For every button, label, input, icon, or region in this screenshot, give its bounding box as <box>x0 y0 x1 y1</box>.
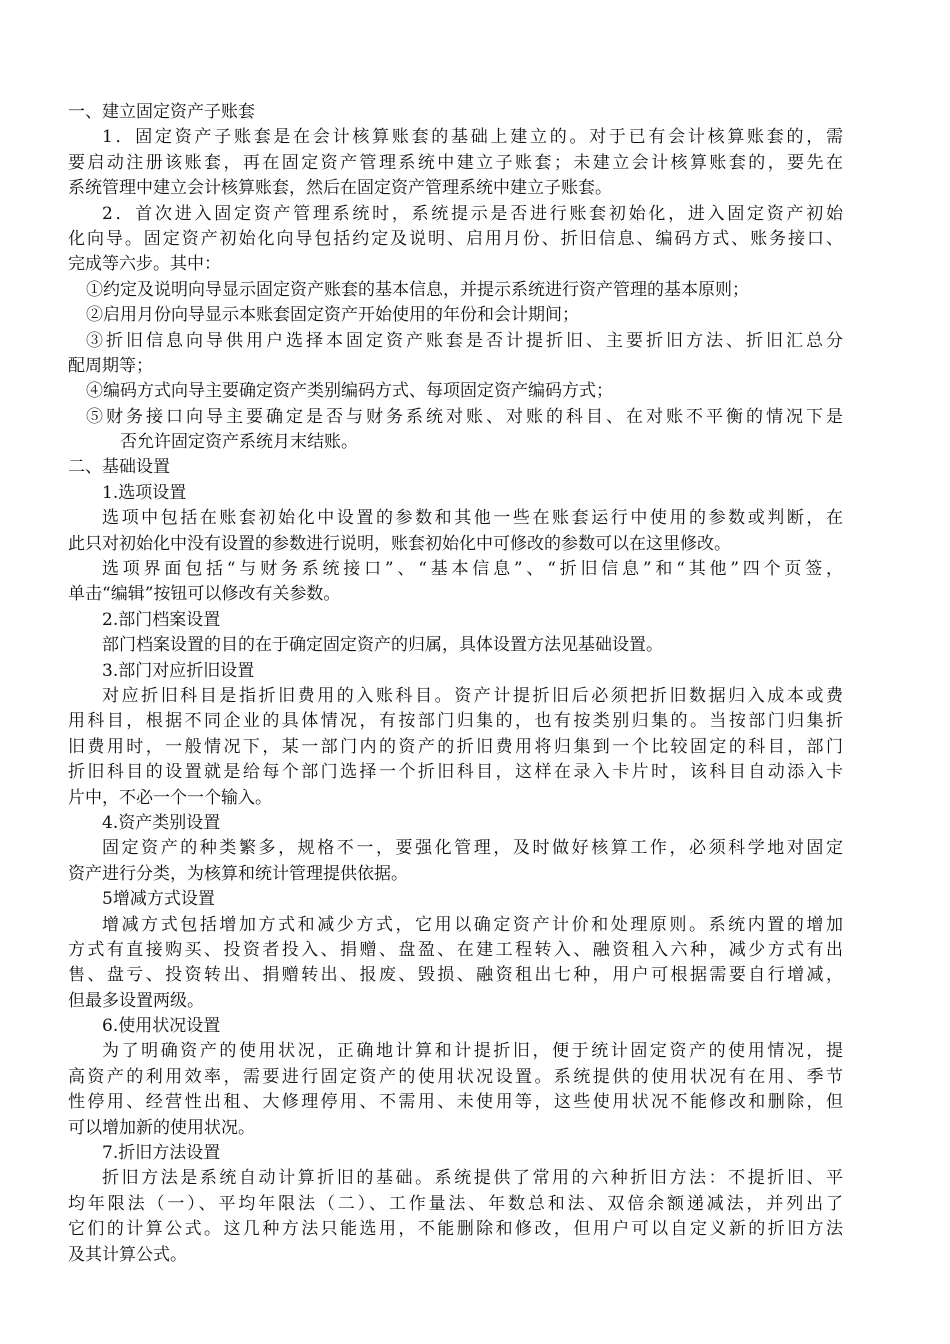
list-item: ⑤财务接口向导主要确定是否与财务系统对账、对账的科目、在对账不平衡的情况下是 <box>86 406 843 427</box>
paragraph-line: 增减方式包括增加方式和减少方式，它用以确定资产计价和处理原则。系统内置的增加 <box>102 914 843 935</box>
paragraph-line: 售、盘亏、投资转出、捐赠转出、报废、毁损、融资租出七种，用户可根据需要自行增减， <box>68 965 843 986</box>
section-heading: 一、建立固定资产子账套 <box>68 102 255 122</box>
paragraph-line: 及其计算公式。 <box>68 1244 187 1265</box>
paragraph-line: 选项中包括在账套初始化中设置的参数和其他一些在账套运行中使用的参数或判断，在 <box>102 508 843 529</box>
sub-heading: 6.使用状况设置 <box>102 1016 221 1037</box>
paragraph-line: 此只对初始化中没有设置的参数进行说明，账套初始化中可修改的参数可以在这里修改。 <box>68 533 731 554</box>
paragraph-line: 方式有直接购买、投资者投入、捐赠、盘盈、在建工程转入、融资租入六种，减少方式有出 <box>68 939 843 960</box>
paragraph-line: 旧费用时，一般情况下，某一部门内的资产的折旧费用将归集到一个比较固定的科目，部门 <box>68 736 843 757</box>
document-page <box>68 100 843 1268</box>
paragraph-line: 折旧科目的设置就是给每个部门选择一个折旧科目，这样在录入卡片时，该科目自动添入卡 <box>68 762 843 783</box>
paragraph-line: 高资产的利用效率，需要进行固定资产的使用状况设置。系统提供的使用状况有在用、季节 <box>68 1066 843 1087</box>
sub-heading: 7.折旧方法设置 <box>102 1143 221 1164</box>
paragraph-line: 选项界面包括“与财务系统接口”、“基本信息”、“折旧信息”和“其他”四个页签， <box>102 559 843 580</box>
sub-heading: 2.部门档案设置 <box>102 609 221 630</box>
paragraph-line: 可以增加新的使用状况。 <box>68 1117 255 1138</box>
paragraph-line: 但最多设置两级。 <box>68 990 204 1011</box>
paragraph-line: 完成等六步。其中： <box>68 254 221 275</box>
paragraph-line: 它们的计算公式。这几种方法只能选用，不能删除和修改，但用户可以自定义新的折旧方法 <box>68 1219 843 1240</box>
paragraph-line: 性停用、经营性出租、大修理停用、不需用、未使用等，这些使用状况不能修改和删除，但 <box>68 1092 843 1113</box>
list-item: ②启用月份向导显示本账套固定资产开始使用的年份和会计期间； <box>86 305 579 326</box>
section-heading: 二、基础设置 <box>68 457 170 478</box>
list-item: ③折旧信息向导供用户选择本固定资产账套是否计提折旧、主要折旧方法、折旧汇总分 <box>86 330 843 351</box>
paragraph-line: 片中，不必一个一个输入。 <box>68 787 272 808</box>
sub-heading: 1.选项设置 <box>102 482 187 503</box>
paragraph-line: 用科目，根据不同企业的具体情况，有按部门归集的，也有按类别归集的。当按部门归集折 <box>68 711 843 732</box>
sub-heading: 5增减方式设置 <box>102 889 215 910</box>
paragraph-line: 折旧方法是系统自动计算折旧的基础。系统提供了常用的六种折旧方法：不提折旧、平 <box>102 1168 843 1189</box>
paragraph-line: 对应折旧科目是指折旧费用的入账科目。资产计提折旧后必须把折旧数据归入成本或费 <box>102 685 843 706</box>
paragraph-line: 系统管理中建立会计核算账套，然后在固定资产管理系统中建立子账套。 <box>68 178 612 199</box>
paragraph-line: 要启动注册该账套，再在固定资产管理系统中建立子账套；未建立会计核算账套的，要先在 <box>68 152 843 173</box>
paragraph-line: 2．首次进入固定资产管理系统时，系统提示是否进行账套初始化，进入固定资产初始 <box>102 203 843 224</box>
paragraph-line: 为了明确资产的使用状况，正确地计算和计提折旧，便于统计固定资产的使用情况，提 <box>102 1041 843 1062</box>
paragraph-line: 部门档案设置的目的在于确定固定资产的归属，具体设置方法见基础设置。 <box>102 635 663 656</box>
paragraph-line: 固定资产的种类繁多，规格不一，要强化管理，及时做好核算工作，必须科学地对固定 <box>102 838 843 859</box>
paragraph-line: 单击“编辑”按钮可以修改有关参数。 <box>68 584 341 605</box>
paragraph-line: 化向导。固定资产初始化向导包括约定及说明、启用月份、折旧信息、编码方式、账务接口、 <box>68 228 843 249</box>
sub-heading: 4.资产类别设置 <box>102 812 221 833</box>
paragraph-line: 资产进行分类，为核算和统计管理提供依据。 <box>68 863 408 884</box>
list-item: ①约定及说明向导显示固定资产账套的基本信息，并提示系统进行资产管理的基本原则； <box>86 279 749 300</box>
list-item-continuation: 配周期等； <box>68 355 153 376</box>
paragraph-line: 1．固定资产子账套是在会计核算账套的基础上建立的。对于已有会计核算账套的，需 <box>102 127 843 148</box>
list-item: ④编码方式向导主要确定资产类别编码方式、每项固定资产编码方式； <box>86 381 613 402</box>
list-item-continuation: 否允许固定资产系统月末结账。 <box>120 432 358 453</box>
paragraph-line: 均年限法（一）、平均年限法（二）、工作量法、年数总和法、双倍余额递减法，并列出了 <box>68 1193 843 1214</box>
sub-heading: 3.部门对应折旧设置 <box>102 660 255 681</box>
